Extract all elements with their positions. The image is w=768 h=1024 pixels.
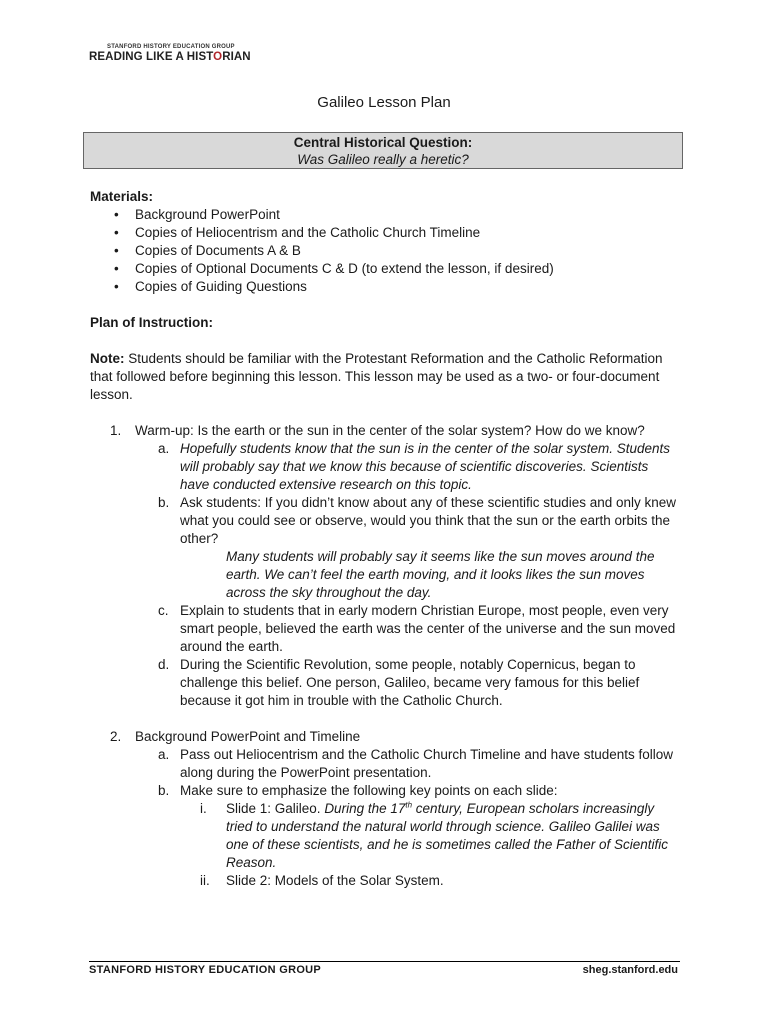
materials-list (90, 206, 680, 296)
step-text: Explain to students that in early modern Christian Europe, most people, even very smart people, believed the earth was the center of the universe and the sun moved around the earth. (180, 603, 676, 654)
list-item: • Copies of Optional Documents C & D (to extend the lesson, if desired) (90, 260, 680, 278)
step-italic-1: During the 17 (324, 801, 406, 816)
list-item: • Copies of Documents A & B (90, 242, 680, 260)
step-label: b. (158, 495, 170, 510)
footer-org: STANFORD HISTORY EDUCATION GROUP (89, 964, 322, 976)
page-title: Galileo Lesson Plan (317, 94, 451, 111)
step-number: 2. (110, 729, 122, 744)
step-1a (90, 440, 680, 494)
step-label: a. (158, 441, 170, 456)
materials-heading: Materials: (90, 189, 154, 204)
step-label: a. (158, 747, 170, 762)
step-number: 1. (110, 423, 122, 438)
logo-org-name: STANFORD HISTORY EDUCATION GROUP (107, 44, 235, 50)
step-lead: Slide 1: Galileo. (226, 801, 325, 816)
step-text: Warm-up: Is the earth or the sun in the center of the solar system? How do we know? (135, 423, 645, 438)
step-2a (90, 746, 680, 782)
step-2b-ii (90, 872, 680, 890)
logo-part1: READING LIKE A HIST (89, 51, 214, 63)
step-label: b. (158, 783, 170, 798)
note-text: Students should be familiar with the Protestant Reformation and the Catholic Reformation that followed before beginning this lesson. This lesson may be used as a two- or four-document lesson. (90, 351, 663, 402)
step-label: i. (200, 801, 207, 816)
central-question-heading: Central Historical Question: (293, 135, 473, 150)
step-1b-note: Many students will probably say it seems like the sun moves around the earth. We can’t feel the earth moving, and it looks likes the sun moves across the sky throughout the day. (226, 549, 655, 600)
step-superscript: th (405, 800, 413, 810)
list-item: • Copies of Heliocentrism and the Catholic Church Timeline (90, 224, 680, 242)
logo (89, 44, 251, 63)
step-text: During the Scientific Revolution, some people, notably Copernicus, began to challenge this belief. One person, Galileo, became very famous for this belief because it got him in trouble with the Catholic Church. (180, 657, 640, 708)
step-2b-i (90, 800, 680, 872)
step-2b (90, 782, 680, 800)
step-1b (90, 494, 680, 548)
step-text: Slide 2: Models of the Solar System. (226, 873, 444, 888)
note-label: Note: (90, 351, 125, 366)
step-label: ii. (200, 873, 210, 888)
logo-red-letter: O (213, 51, 223, 63)
note-paragraph (90, 350, 680, 404)
step-label: d. (158, 657, 170, 672)
lesson-content (90, 188, 680, 890)
central-question-text: Was Galileo really a heretic? (297, 152, 469, 167)
list-item: • Copies of Guiding Questions (90, 278, 680, 296)
step-italic-2: century, European scholars increasingly tried to understand the natural world through science. Galileo Galilei was one of these scientists, and he is sometimes called the Father of Scientific Reason. (226, 801, 668, 870)
logo-wordmark (89, 51, 251, 63)
logo-part2: RIAN (222, 51, 251, 63)
step-text: Pass out Heliocentrism and the Catholic Church Timeline and have students follow along during the PowerPoint presentation. (180, 747, 674, 780)
list-item: • Background PowerPoint (90, 206, 680, 224)
step-text: Make sure to emphasize the following key points on each slide: (180, 783, 558, 798)
footer-divider (89, 961, 680, 962)
plan-heading: Plan of Instruction: (90, 315, 213, 330)
step-text: Background PowerPoint and Timeline (135, 729, 361, 744)
step-label: c. (158, 603, 169, 618)
central-question-box (83, 132, 683, 169)
step-1 (90, 422, 680, 440)
footer-url: sheg.stanford.edu (582, 964, 678, 976)
step-2 (90, 728, 680, 746)
step-1d (90, 656, 680, 710)
step-1c (90, 602, 680, 656)
step-text: Ask students: If you didn’t know about any of these scientific studies and only knew what you could see or observe, would you think that the sun or the earth orbits the other? (180, 495, 677, 546)
step-text: Hopefully students know that the sun is in the center of the solar system. Students will probably say that we know this because of scientific discoveries. Scientists have conducted extensive research on this topic. (180, 441, 671, 492)
